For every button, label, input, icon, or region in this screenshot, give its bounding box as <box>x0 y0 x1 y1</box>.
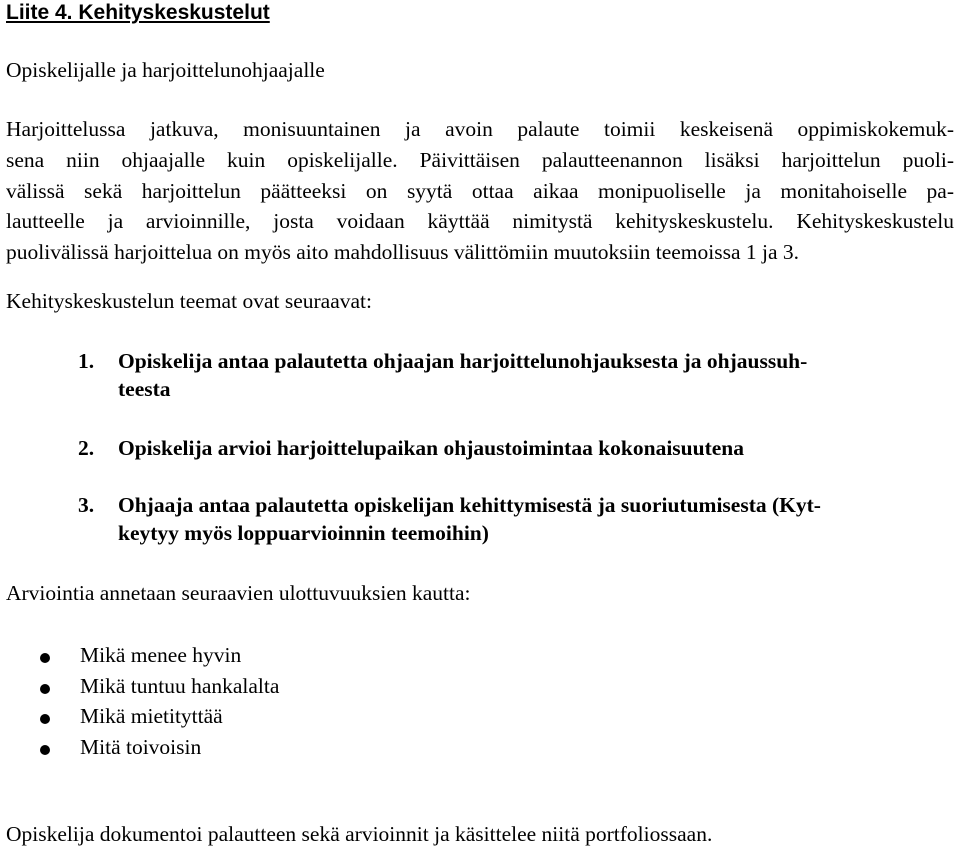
intro-line: lautteelle ja arvioinnille, josta voidaan käyttää nimitystä kehityskeskustelu. Kehityskeskustelu <box>6 209 954 233</box>
theme-number: 3. <box>78 493 95 517</box>
document-subtitle: Opiskelijalle ja harjoittelunohjaajalle <box>6 58 325 82</box>
intro-line: välissä sekä harjoittelun päätteeksi on syytä ottaa aikaa monipuoliselle ja monitahoiselle pa- <box>6 179 954 203</box>
bullet-text: Mikä menee hyvin <box>80 643 242 667</box>
bullet-text: Mikä mietityttää <box>80 704 223 728</box>
bullet-text: Mitä toivoisin <box>80 735 202 759</box>
bullet-icon <box>40 714 50 724</box>
theme-number: 1. <box>78 349 95 373</box>
intro-line: sena niin ohjaajalle kuin opiskelijalle. Päivittäisen palautteenannon lisäksi harjoittelun puoli- <box>6 148 954 172</box>
theme-text-continued: teesta <box>118 377 171 401</box>
bullet-text: Mikä tuntuu hankalalta <box>80 674 280 698</box>
dimensions-heading: Arviointia annetaan seuraavien ulottuvuuksien kautta: <box>6 581 471 605</box>
theme-text: Opiskelija arvioi harjoittelupaikan ohjaustoimintaa kokonaisuutena <box>118 436 744 460</box>
closing-sentence: Opiskelija dokumentoi palautteen sekä arvioinnit ja käsittelee niitä portfoliossaan. <box>6 822 713 846</box>
theme-number: 2. <box>78 436 95 460</box>
intro-line: puolivälissä harjoittelua on myös aito mahdollisuus välittömiin muutoksiin teemoissa 1 ja 3. <box>6 240 800 264</box>
bullet-icon <box>40 745 50 755</box>
document-title: Liite 4. Kehityskeskustelut <box>6 1 270 24</box>
bullet-icon <box>40 684 50 694</box>
theme-text-continued: keytyy myös loppuarvioinnin teemoihin) <box>118 521 489 545</box>
theme-text: Ohjaaja antaa palautetta opiskelijan kehittymisestä ja suoriutumisesta (Kyt- <box>118 493 821 517</box>
themes-heading: Kehityskeskustelun teemat ovat seuraavat: <box>6 289 372 313</box>
theme-text: Opiskelija antaa palautetta ohjaajan harjoittelunohjauksesta ja ohjaussuh- <box>118 349 808 373</box>
bullet-icon <box>40 653 50 663</box>
intro-line: Harjoittelussa jatkuva, monisuuntainen ja avoin palaute toimii keskeisenä oppimiskokemuk- <box>6 117 954 141</box>
